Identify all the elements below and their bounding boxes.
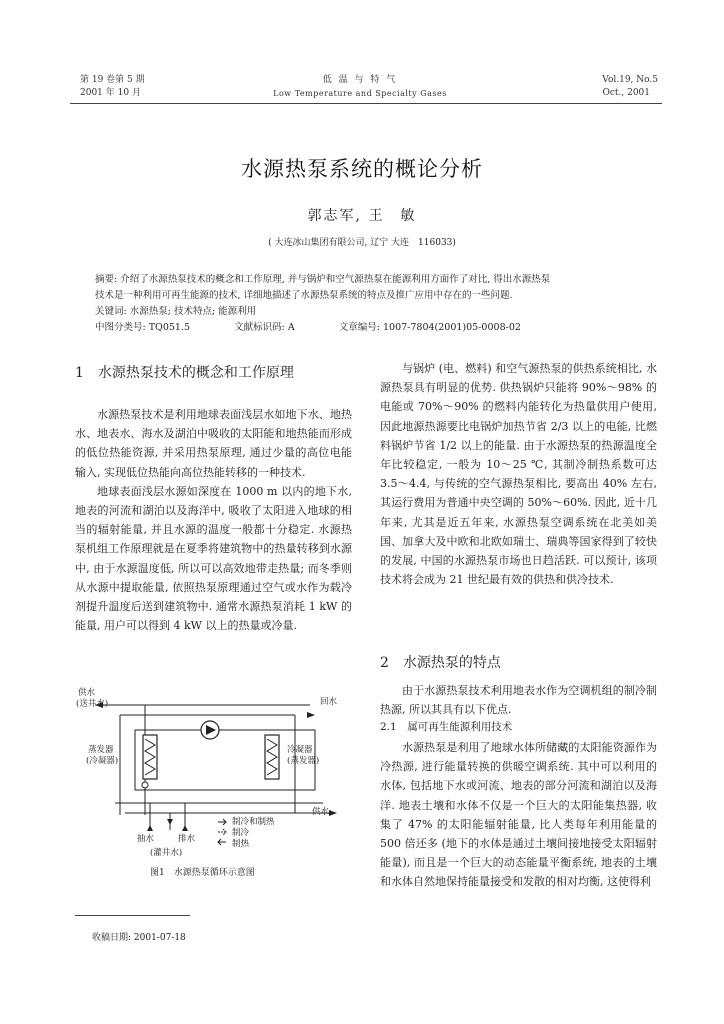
section-1-heading: 1 水源热泵技术的概念和工作原理 [75,365,294,381]
label-supply-water-2: 供水 [312,807,330,817]
journal-volume-issue: 第 19 卷第 5 期 [80,75,145,85]
section-1-para-1: 水源热泵技术是利用地球表面浅层水如地下水、地热水、地表水、海水及湖泊中吸收的太阳能和地热能而形成的低位热能资源, 并采用热泵原理, 通过少量的高位电能输入, 实现低位热能向高位热能转移的一种技术. [75,408,352,479]
expansion-valve-icon [142,782,148,788]
label-evaporator-paren: (蒸发器) [287,756,320,766]
figure-caption: 图1 水源热泵循环示意图 [150,868,255,878]
clc-number: 中图分类号: TQ051.5 [95,322,191,333]
legend-cooling-heating: 制冷和制热 [232,817,275,827]
legend-arrow-cool-icon [218,829,226,835]
label-drain-water: 排水 [178,834,196,844]
abstract-block [95,272,655,336]
document-code: 文献标识码: A [234,322,295,333]
label-return-water: 回水 [320,697,338,707]
right-column-top [380,359,657,589]
keywords: 关键词: 水源热泵; 技术特点; 能源利用 [95,306,257,317]
received-date: 收稿日期: 2001-07-18 [92,933,186,943]
label-condenser: 冷凝器 [287,745,313,755]
legend-cooling: 制热 [232,839,250,849]
legend-arrow-heat-icon [218,839,226,845]
journal-date-en: Oct., 2001 [602,88,650,98]
legend-arrow-both-icon [218,819,226,825]
label-pump-water: 抽水 [137,834,155,844]
paper-title: 水源热泵系统的概论分析 [241,157,483,181]
label-condenser-paren: (冷凝器) [86,756,119,766]
section-1-body [75,405,352,635]
subsection-2-1-body [380,738,657,892]
paper-authors: 郭志军, 王 敏 [307,208,417,224]
section-2-heading: 2 水源热泵的特点 [380,655,501,671]
label-evaporator: 蒸发器 [88,745,114,755]
classification-line [95,320,655,336]
subsection-2-1-heading: 2.1 属可再生能源利用技术 [380,721,513,733]
label-supply-water: 供水 [78,688,96,698]
journal-name-en: Low Temperature and Specialty Gases [273,89,447,98]
heat-pump-cycle-diagram [75,685,355,855]
abstract-line-2: 技术是一种利用可再生能源的技术, 详细地描述了水源热泵系统的特点及推广应用中存在的一些问题. [95,290,513,301]
footnote-rule [75,915,190,916]
pump-arrow-icon [167,819,173,825]
return-arrow-icon [307,712,315,718]
comparison-paragraph: 与锅炉 (电、燃料) 和空气源热泵的供热系统相比, 水源热泵具有明显的优势. 供热锅炉只能将 90%～98% 的电能或 70%～90% 的燃料内能转化为热量供用户使用, 因此地源热源要比电锅炉加热节省 2/3 以上的电能, 比燃料锅炉节省 1/2 以上的能量. 由于水源热泵的热源温度全年比较稳定, 一般为 10～25 ℃, 其制冷制热系数可达 3.5～4.4, 与传统的空气源热泵相比, 要高出 40% 左右, 其运行费用为普通中央空调的 50%～60%. 因此, 近十几年来, 尤其是近五年来, 水源热泵空调系统在北美如美国、加拿大及中欧和北欧如瑞士、瑞典等国家得到了较快的发展, 中国的水源热泵市场也日趋活跃. 可以预计, 该项技术将会成为 21 世纪最有效的供热和供冷技术. [380,362,657,587]
journal-vol-en: Vol.19, No.5 [602,75,658,85]
article-number: 文章编号: 1007-7804(2001)05-0008-02 [338,322,521,333]
paper-affiliation: ( 大连冰山集团有限公司, 辽宁 大连 116033) [268,238,456,248]
section-1-para-2: 地球表面浅层水源如深度在 1000 m 以内的地下水, 地表的河流和湖泊以及海洋中, 吸收了太阳进入地球的相当的辐射能量, 并且水源的温度一般都十分稳定. 水源热泵机组工作原理就是在夏季将建筑物中的热量转移到水源中, 由于水源温度低, 所以可以高效地带走热量; 而冬季则从水源中提取能量, 依照热泵原理通过空气或水作为载冷剂提升温度后送到建筑物中. 通常水源热泵消耗 1 kW 的能量, 用户可以得到 4 kW 以上的热量或冷量. [75,484,352,633]
header-rule [70,103,662,104]
label-supply-well: (送井水) [76,699,109,709]
journal-date: 2001 年 10 月 [80,88,141,98]
section-2-intro [380,681,657,719]
legend-heating: 制冷 [232,828,250,838]
journal-name-cn: 低 温 与 特 气 [322,75,398,85]
renewable-paragraph: 水源热泵是利用了地球水体所储藏的太阳能资源作为冷热源, 进行能量转换的供暖空调系统. 其中可以利用的水体, 包括地下水或河流、地表的部分河流和湖泊以及海洋. 地表土壤和水体不仅是一个巨大的太阳能集热器, 收集了 47% 的太阳能辐射能量, 比人类每年利用能量的 500 倍还多 (地下的水体是通过土壤间接地接受太阳辐射能量), 而且是一个巨大的动态能量平衡系统, 地表的土壤和水体自然地保持能量接受和发散的相对均衡, 这使得利 [380,741,657,889]
section-2-para: 由于水源热泵技术利用地表水作为空调机组的制冷制热源, 所以其具有以下优点. [380,684,657,717]
abstract-line-1: 摘要: 介绍了水源热泵技术的概念和工作原理, 并与锅炉和空气源热泵在能源利用方面作了对比, 得出水源热泵 [95,274,551,285]
label-well-water: (灌井水) [150,848,183,858]
